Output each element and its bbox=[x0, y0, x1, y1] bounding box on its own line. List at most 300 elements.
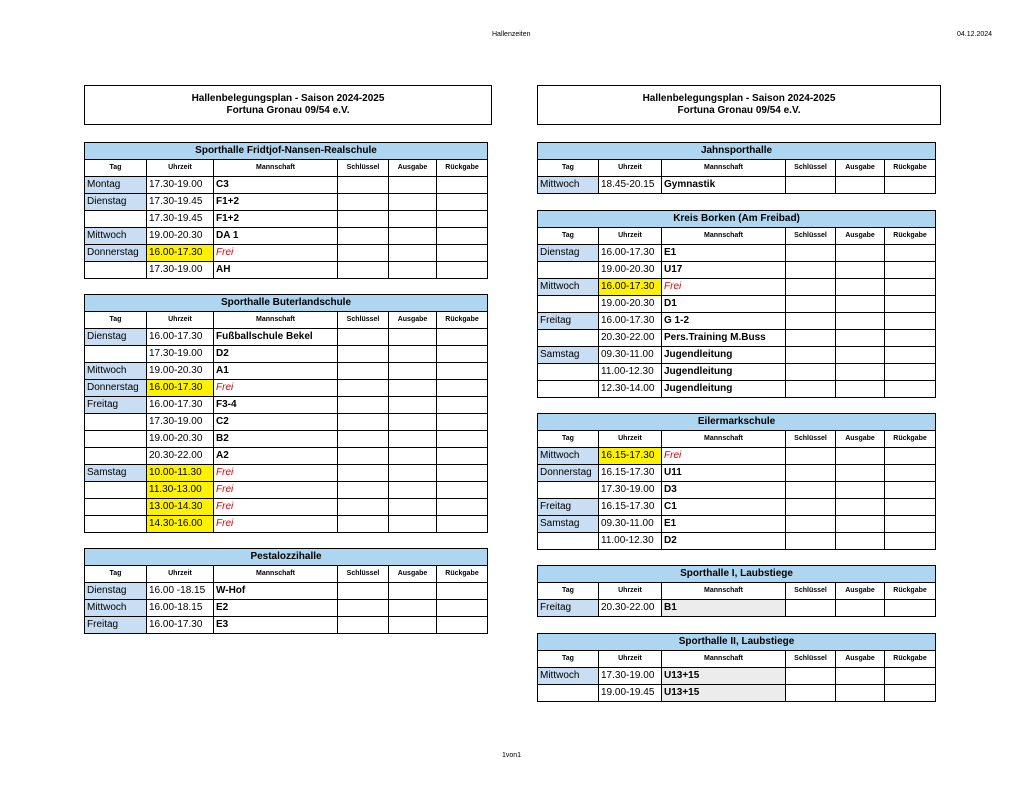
key-cell[interactable] bbox=[338, 211, 389, 228]
return-cell[interactable] bbox=[885, 330, 936, 347]
issue-cell[interactable] bbox=[389, 600, 437, 617]
issue-cell[interactable] bbox=[836, 245, 885, 262]
issue-cell[interactable] bbox=[389, 482, 437, 499]
issue-cell[interactable] bbox=[836, 177, 885, 194]
team-cell: Frei bbox=[214, 499, 338, 516]
return-cell[interactable] bbox=[885, 499, 936, 516]
team-cell: E2 bbox=[214, 600, 338, 617]
key-cell[interactable] bbox=[338, 177, 389, 194]
time-cell: 19.00-20.30 bbox=[599, 296, 662, 313]
return-cell[interactable] bbox=[885, 448, 936, 465]
return-cell[interactable] bbox=[885, 533, 936, 550]
issue-cell[interactable] bbox=[836, 313, 885, 330]
column-tag: Tag bbox=[538, 228, 599, 245]
table-row bbox=[85, 465, 488, 482]
table-row bbox=[85, 431, 488, 448]
day-cell: Dienstag bbox=[538, 245, 599, 262]
table-row bbox=[85, 363, 488, 380]
day-cell: Mittwoch bbox=[538, 668, 599, 685]
team-cell: Fußballschule Bekel bbox=[214, 329, 338, 346]
day-cell: Mittwoch bbox=[538, 279, 599, 296]
team-cell: Frei bbox=[214, 245, 338, 262]
key-cell[interactable] bbox=[786, 448, 836, 465]
day-cell: Samstag bbox=[538, 516, 599, 533]
time-cell: 16.15-17.30 bbox=[599, 499, 662, 516]
table-row bbox=[85, 414, 488, 431]
issue-cell[interactable] bbox=[836, 685, 885, 702]
time-cell: 17.30-19.00 bbox=[147, 346, 214, 363]
team-cell: Gymnastik bbox=[662, 177, 786, 194]
team-cell: F1+2 bbox=[214, 194, 338, 211]
key-cell[interactable] bbox=[338, 600, 389, 617]
issue-cell[interactable] bbox=[836, 347, 885, 364]
key-cell[interactable] bbox=[338, 482, 389, 499]
issue-cell[interactable] bbox=[836, 330, 885, 347]
day-cell: Dienstag bbox=[85, 583, 147, 600]
title-line-1: Hallenbelegungsplan - Saison 2024-2025 bbox=[191, 93, 385, 104]
day-cell bbox=[85, 414, 147, 431]
hall-table-sporthalle-ii-laubstiege bbox=[537, 633, 936, 702]
key-cell[interactable] bbox=[786, 279, 836, 296]
return-cell[interactable] bbox=[885, 262, 936, 279]
title-line-2: Fortuna Gronau 09/54 e.V. bbox=[226, 105, 350, 116]
column-tag: Tag bbox=[85, 160, 147, 177]
time-cell: 17.30-19.00 bbox=[599, 482, 662, 499]
issue-cell[interactable] bbox=[389, 380, 437, 397]
key-cell[interactable] bbox=[338, 465, 389, 482]
day-cell: Mittwoch bbox=[85, 363, 147, 380]
key-cell[interactable] bbox=[338, 414, 389, 431]
key-cell[interactable] bbox=[338, 329, 389, 346]
day-cell bbox=[85, 431, 147, 448]
column-ausgabe: Ausgabe bbox=[836, 651, 885, 668]
table-row bbox=[538, 482, 936, 499]
day-cell: Donnerstag bbox=[85, 245, 147, 262]
key-cell[interactable] bbox=[338, 346, 389, 363]
return-cell[interactable] bbox=[885, 364, 936, 381]
day-cell: Samstag bbox=[85, 465, 147, 482]
column-rueckgabe: Rückgabe bbox=[885, 160, 936, 177]
table-row bbox=[85, 397, 488, 414]
day-cell: Freitag bbox=[538, 313, 599, 330]
team-cell: Jugendleitung bbox=[662, 381, 786, 398]
team-cell: E1 bbox=[662, 245, 786, 262]
time-cell: 16.00-17.30 bbox=[147, 329, 214, 346]
table-row bbox=[85, 600, 488, 617]
column-rueckgabe: Rückgabe bbox=[437, 566, 488, 583]
issue-cell[interactable] bbox=[389, 465, 437, 482]
key-cell[interactable] bbox=[786, 177, 836, 194]
table-row bbox=[85, 211, 488, 228]
hall-table-jahnsporthalle bbox=[537, 142, 936, 194]
issue-cell[interactable] bbox=[836, 533, 885, 550]
key-cell[interactable] bbox=[338, 397, 389, 414]
issue-cell[interactable] bbox=[389, 228, 437, 245]
key-cell[interactable] bbox=[338, 363, 389, 380]
time-cell: 16.00-17.30 bbox=[147, 617, 214, 634]
day-cell: Dienstag bbox=[85, 329, 147, 346]
return-cell[interactable] bbox=[437, 363, 488, 380]
return-cell[interactable] bbox=[437, 380, 488, 397]
table-row bbox=[538, 245, 936, 262]
day-cell: Mittwoch bbox=[85, 228, 147, 245]
key-cell[interactable] bbox=[786, 347, 836, 364]
time-cell: 09.30-11.00 bbox=[599, 516, 662, 533]
table-row bbox=[538, 347, 936, 364]
column-header-row bbox=[538, 651, 936, 668]
column-ausgabe: Ausgabe bbox=[836, 160, 885, 177]
column-mannschaft: Mannschaft bbox=[214, 312, 338, 329]
team-cell: A1 bbox=[214, 363, 338, 380]
table-row bbox=[538, 533, 936, 550]
key-cell[interactable] bbox=[338, 617, 389, 634]
key-cell[interactable] bbox=[338, 516, 389, 533]
table-row bbox=[538, 448, 936, 465]
issue-cell[interactable] bbox=[389, 499, 437, 516]
time-cell: 16.15-17.30 bbox=[599, 465, 662, 482]
issue-cell[interactable] bbox=[836, 482, 885, 499]
hall-table-eilermarkschule bbox=[537, 413, 936, 550]
time-cell: 16.00-17.30 bbox=[147, 245, 214, 262]
column-schluessel: Schlüssel bbox=[786, 228, 836, 245]
hall-header-row bbox=[538, 143, 936, 160]
hall-header-row bbox=[538, 634, 936, 651]
day-cell: Samstag bbox=[538, 347, 599, 364]
time-cell: 17.30-19.45 bbox=[147, 194, 214, 211]
time-cell: 16.00-17.30 bbox=[599, 313, 662, 330]
column-tag: Tag bbox=[85, 566, 147, 583]
column-ausgabe: Ausgabe bbox=[836, 228, 885, 245]
key-cell[interactable] bbox=[338, 245, 389, 262]
team-cell: AH bbox=[214, 262, 338, 279]
time-cell: 16.00-17.30 bbox=[599, 245, 662, 262]
issue-cell[interactable] bbox=[836, 668, 885, 685]
table-row bbox=[538, 381, 936, 398]
return-cell[interactable] bbox=[437, 600, 488, 617]
team-cell: G 1-2 bbox=[662, 313, 786, 330]
return-cell[interactable] bbox=[437, 397, 488, 414]
time-cell: 12.30-14.00 bbox=[599, 381, 662, 398]
issue-cell[interactable] bbox=[389, 363, 437, 380]
issue-cell[interactable] bbox=[389, 431, 437, 448]
column-schluessel: Schlüssel bbox=[338, 566, 389, 583]
return-cell[interactable] bbox=[437, 262, 488, 279]
hall-name: Pestalozzihalle bbox=[85, 549, 488, 566]
table-row bbox=[538, 465, 936, 482]
column-mannschaft: Mannschaft bbox=[662, 228, 786, 245]
time-cell: 19.00-20.30 bbox=[147, 363, 214, 380]
time-cell: 13.00-14.30 bbox=[147, 499, 214, 516]
column-mannschaft: Mannschaft bbox=[214, 566, 338, 583]
title-line-2: Fortuna Gronau 09/54 e.V. bbox=[677, 105, 801, 116]
table-row bbox=[538, 177, 936, 194]
issue-cell[interactable] bbox=[836, 516, 885, 533]
issue-cell[interactable] bbox=[389, 211, 437, 228]
return-cell[interactable] bbox=[885, 279, 936, 296]
return-cell[interactable] bbox=[885, 347, 936, 364]
day-cell bbox=[85, 211, 147, 228]
issue-cell[interactable] bbox=[389, 177, 437, 194]
hall-table-sporthalle-i-laubstiege bbox=[537, 565, 936, 617]
return-cell[interactable] bbox=[437, 211, 488, 228]
team-cell: D1 bbox=[662, 296, 786, 313]
time-cell: 16.15-17.30 bbox=[599, 448, 662, 465]
day-cell: Mittwoch bbox=[85, 600, 147, 617]
return-cell[interactable] bbox=[885, 685, 936, 702]
document-header-title: Hallenzeiten bbox=[492, 31, 531, 38]
return-cell[interactable] bbox=[885, 668, 936, 685]
key-cell[interactable] bbox=[338, 380, 389, 397]
team-cell: D2 bbox=[662, 533, 786, 550]
column-rueckgabe: Rückgabe bbox=[437, 160, 488, 177]
return-cell[interactable] bbox=[885, 296, 936, 313]
day-cell: Freitag bbox=[85, 397, 147, 414]
table-row bbox=[538, 313, 936, 330]
issue-cell[interactable] bbox=[389, 329, 437, 346]
day-cell: Mittwoch bbox=[538, 177, 599, 194]
team-cell: C3 bbox=[214, 177, 338, 194]
day-cell: Dienstag bbox=[85, 194, 147, 211]
day-cell bbox=[85, 346, 147, 363]
day-cell bbox=[538, 482, 599, 499]
key-cell[interactable] bbox=[338, 499, 389, 516]
day-cell bbox=[85, 262, 147, 279]
column-ausgabe: Ausgabe bbox=[836, 583, 885, 600]
return-cell[interactable] bbox=[437, 499, 488, 516]
issue-cell[interactable] bbox=[389, 262, 437, 279]
key-cell[interactable] bbox=[786, 296, 836, 313]
key-cell[interactable] bbox=[786, 533, 836, 550]
day-cell: Donnerstag bbox=[85, 380, 147, 397]
key-cell[interactable] bbox=[786, 245, 836, 262]
return-cell[interactable] bbox=[437, 516, 488, 533]
team-cell: C1 bbox=[662, 499, 786, 516]
return-cell[interactable] bbox=[437, 482, 488, 499]
return-cell[interactable] bbox=[437, 617, 488, 634]
team-cell: Frei bbox=[662, 279, 786, 296]
return-cell[interactable] bbox=[437, 465, 488, 482]
column-tag: Tag bbox=[538, 651, 599, 668]
key-cell[interactable] bbox=[786, 364, 836, 381]
issue-cell[interactable] bbox=[836, 296, 885, 313]
return-cell[interactable] bbox=[437, 431, 488, 448]
issue-cell[interactable] bbox=[389, 516, 437, 533]
table-row bbox=[85, 177, 488, 194]
column-mannschaft: Mannschaft bbox=[662, 651, 786, 668]
key-cell[interactable] bbox=[786, 685, 836, 702]
team-cell: B2 bbox=[214, 431, 338, 448]
hall-table-sporthalle-buterlandschule bbox=[84, 294, 488, 533]
return-cell[interactable] bbox=[437, 228, 488, 245]
return-cell[interactable] bbox=[437, 177, 488, 194]
column-uhrzeit: Uhrzeit bbox=[599, 160, 662, 177]
day-cell bbox=[85, 516, 147, 533]
day-cell bbox=[85, 499, 147, 516]
hall-header-row bbox=[538, 211, 936, 228]
day-cell bbox=[538, 330, 599, 347]
issue-cell[interactable] bbox=[389, 346, 437, 363]
return-cell[interactable] bbox=[437, 194, 488, 211]
time-cell: 20.30-22.00 bbox=[599, 600, 662, 617]
return-cell[interactable] bbox=[885, 465, 936, 482]
key-cell[interactable] bbox=[338, 431, 389, 448]
return-cell[interactable] bbox=[885, 482, 936, 499]
column-header-row bbox=[538, 431, 936, 448]
return-cell[interactable] bbox=[885, 516, 936, 533]
issue-cell[interactable] bbox=[389, 583, 437, 600]
column-schluessel: Schlüssel bbox=[786, 651, 836, 668]
title-box-right bbox=[537, 85, 941, 125]
day-cell bbox=[85, 448, 147, 465]
key-cell[interactable] bbox=[786, 516, 836, 533]
issue-cell[interactable] bbox=[389, 448, 437, 465]
column-rueckgabe: Rückgabe bbox=[885, 651, 936, 668]
return-cell[interactable] bbox=[885, 177, 936, 194]
column-header-row bbox=[85, 312, 488, 329]
column-schluessel: Schlüssel bbox=[338, 160, 389, 177]
return-cell[interactable] bbox=[437, 414, 488, 431]
time-cell: 16.00-17.30 bbox=[599, 279, 662, 296]
issue-cell[interactable] bbox=[389, 414, 437, 431]
issue-cell[interactable] bbox=[836, 279, 885, 296]
issue-cell[interactable] bbox=[389, 194, 437, 211]
time-cell: 20.30-22.00 bbox=[147, 448, 214, 465]
issue-cell[interactable] bbox=[836, 465, 885, 482]
time-cell: 17.30-19.00 bbox=[147, 262, 214, 279]
key-cell[interactable] bbox=[786, 668, 836, 685]
day-cell: Freitag bbox=[538, 600, 599, 617]
team-cell: E1 bbox=[662, 516, 786, 533]
key-cell[interactable] bbox=[338, 228, 389, 245]
team-cell: F3-4 bbox=[214, 397, 338, 414]
table-row bbox=[85, 482, 488, 499]
return-cell[interactable] bbox=[437, 448, 488, 465]
team-cell: Pers.Training M.Buss bbox=[662, 330, 786, 347]
column-rueckgabe: Rückgabe bbox=[885, 431, 936, 448]
table-row bbox=[85, 262, 488, 279]
column-tag: Tag bbox=[85, 312, 147, 329]
issue-cell[interactable] bbox=[389, 397, 437, 414]
issue-cell[interactable] bbox=[836, 600, 885, 617]
key-cell[interactable] bbox=[786, 465, 836, 482]
column-header-row bbox=[538, 160, 936, 177]
day-cell: Mittwoch bbox=[538, 448, 599, 465]
key-cell[interactable] bbox=[338, 194, 389, 211]
column-rueckgabe: Rückgabe bbox=[885, 583, 936, 600]
column-mannschaft: Mannschaft bbox=[662, 431, 786, 448]
return-cell[interactable] bbox=[885, 245, 936, 262]
key-cell[interactable] bbox=[786, 330, 836, 347]
key-cell[interactable] bbox=[338, 583, 389, 600]
title-line-1: Hallenbelegungsplan - Saison 2024-2025 bbox=[642, 93, 836, 104]
return-cell[interactable] bbox=[885, 381, 936, 398]
issue-cell[interactable] bbox=[836, 364, 885, 381]
column-uhrzeit: Uhrzeit bbox=[147, 566, 214, 583]
table-row bbox=[85, 448, 488, 465]
team-cell: Jugendleitung bbox=[662, 364, 786, 381]
issue-cell[interactable] bbox=[836, 381, 885, 398]
key-cell[interactable] bbox=[786, 600, 836, 617]
return-cell[interactable] bbox=[437, 346, 488, 363]
title-box-left bbox=[84, 85, 492, 125]
column-uhrzeit: Uhrzeit bbox=[599, 228, 662, 245]
time-cell: 16.00-17.30 bbox=[147, 380, 214, 397]
issue-cell[interactable] bbox=[389, 245, 437, 262]
hall-header-row bbox=[538, 566, 936, 583]
issue-cell[interactable] bbox=[389, 617, 437, 634]
table-row bbox=[538, 364, 936, 381]
column-schluessel: Schlüssel bbox=[786, 160, 836, 177]
issue-cell[interactable] bbox=[836, 448, 885, 465]
column-ausgabe: Ausgabe bbox=[389, 312, 437, 329]
team-cell: Frei bbox=[662, 448, 786, 465]
return-cell[interactable] bbox=[437, 245, 488, 262]
return-cell[interactable] bbox=[885, 600, 936, 617]
return-cell[interactable] bbox=[437, 329, 488, 346]
table-row bbox=[538, 262, 936, 279]
hall-table-pestalozzihalle bbox=[84, 548, 488, 634]
return-cell[interactable] bbox=[885, 313, 936, 330]
time-cell: 19.00-19.45 bbox=[599, 685, 662, 702]
column-header-row bbox=[85, 160, 488, 177]
time-cell: 16.00-18.15 bbox=[147, 600, 214, 617]
key-cell[interactable] bbox=[786, 313, 836, 330]
column-schluessel: Schlüssel bbox=[338, 312, 389, 329]
issue-cell[interactable] bbox=[836, 262, 885, 279]
table-row bbox=[538, 296, 936, 313]
time-cell: 16.00 -18.15 bbox=[147, 583, 214, 600]
table-row bbox=[538, 330, 936, 347]
team-cell: Frei bbox=[214, 380, 338, 397]
key-cell[interactable] bbox=[786, 482, 836, 499]
return-cell[interactable] bbox=[437, 583, 488, 600]
team-cell: W-Hof bbox=[214, 583, 338, 600]
time-cell: 10.00-11.30 bbox=[147, 465, 214, 482]
column-ausgabe: Ausgabe bbox=[389, 566, 437, 583]
hall-name: Eilermarkschule bbox=[538, 414, 936, 431]
column-header-row bbox=[538, 583, 936, 600]
time-cell: 17.30-19.00 bbox=[147, 177, 214, 194]
table-row bbox=[538, 516, 936, 533]
table-row bbox=[85, 617, 488, 634]
day-cell bbox=[538, 685, 599, 702]
team-cell: Frei bbox=[214, 516, 338, 533]
hall-header-row bbox=[85, 549, 488, 566]
table-row bbox=[85, 228, 488, 245]
document-date: 04.12.2024 bbox=[957, 31, 993, 38]
time-cell: 11.00-12.30 bbox=[599, 364, 662, 381]
team-cell: D2 bbox=[214, 346, 338, 363]
column-mannschaft: Mannschaft bbox=[662, 583, 786, 600]
key-cell[interactable] bbox=[786, 499, 836, 516]
team-cell: U11 bbox=[662, 465, 786, 482]
hall-table-sporthalle-fridtjof-nansen-realschule bbox=[84, 142, 488, 279]
time-cell: 17.30-19.00 bbox=[147, 414, 214, 431]
hall-header-row bbox=[85, 295, 488, 312]
issue-cell[interactable] bbox=[836, 499, 885, 516]
day-cell bbox=[538, 381, 599, 398]
day-cell bbox=[538, 262, 599, 279]
day-cell: Donnerstag bbox=[538, 465, 599, 482]
key-cell[interactable] bbox=[786, 262, 836, 279]
time-cell: 11.30-13.00 bbox=[147, 482, 214, 499]
day-cell bbox=[538, 364, 599, 381]
page-footer: 1von1 bbox=[502, 752, 522, 759]
key-cell[interactable] bbox=[786, 381, 836, 398]
key-cell[interactable] bbox=[338, 262, 389, 279]
time-cell: 09.30-11.00 bbox=[599, 347, 662, 364]
key-cell[interactable] bbox=[338, 448, 389, 465]
